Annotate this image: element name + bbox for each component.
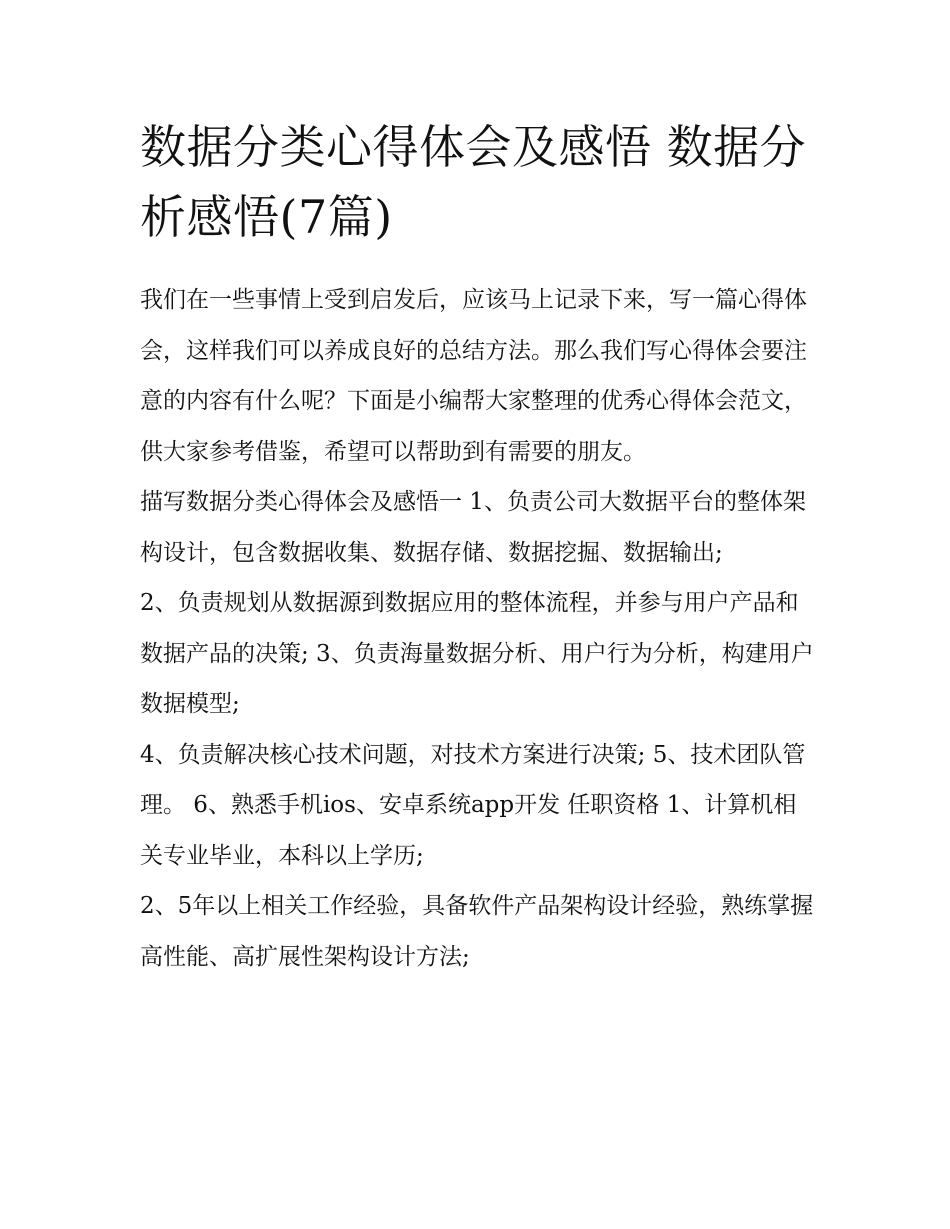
body-paragraph: 描写数据分类心得体会及感悟一 1、负责公司大数据平台的整体架构设计，包含数据收集、数据存储、数据挖掘、数据输出; <box>140 489 806 566</box>
body-paragraph: 2、负责规划从数据源到数据应用的整体流程，并参与用户产品和数据产品的决策; 3、负责海量数据分析、用户行为分析，构建用户数据模型; <box>140 590 814 717</box>
body-paragraph: 4、负责解决核心技术问题，对技术方案进行决策; 5、技术团队管理。 6、熟悉手机ios、安卓系统app开发 任职资格 1、计算机相关专业毕业，本科以上学历; <box>140 741 806 869</box>
document-title: 数据分类心得体会及感悟 数据分析感悟(7篇) <box>140 120 807 244</box>
document-body <box>140 112 816 982</box>
intro-paragraph: 我们在一些事情上受到启发后，应该马上记录下来，写一篇心得体会，这样我们可以养成良好的总结方法。那么我们写心得体会要注意的内容有什么呢？下面是小编帮大家整理的优秀心得体会范文，供大家参考借鉴，希望可以帮助到有需要的朋友。 <box>140 287 807 465</box>
body-paragraph: 2、5年以上相关工作经验，具备软件产品架构设计经验，熟练掌握高性能、高扩展性架构设计方法; <box>140 893 814 970</box>
